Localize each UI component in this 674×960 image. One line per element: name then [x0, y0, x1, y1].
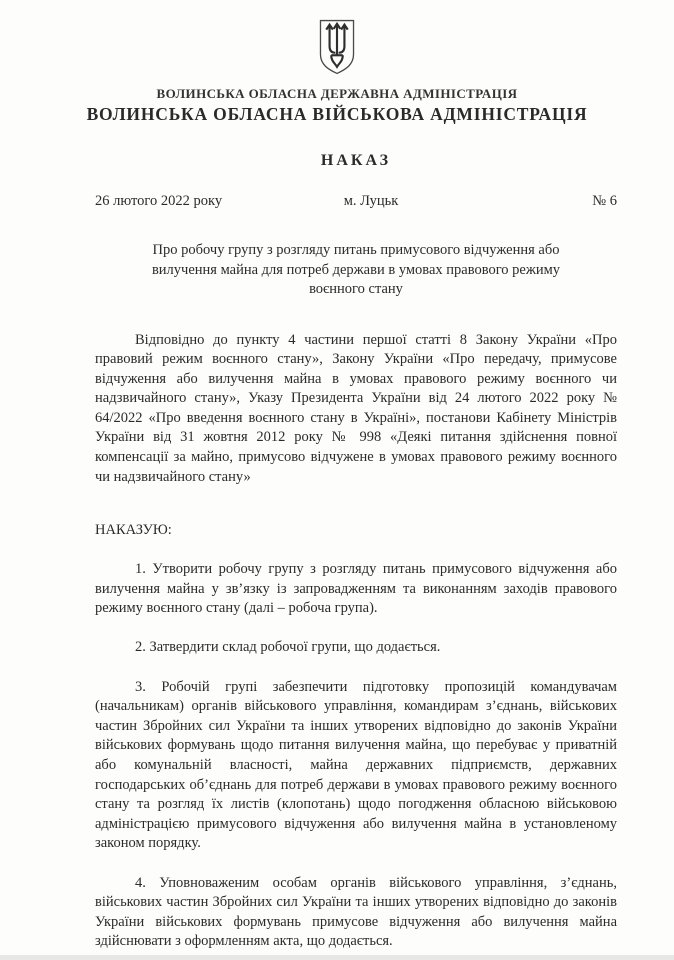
preamble-paragraph: Відповідно до пункту 4 частини першої статті 8 Закону України «Про правовий режим воєнного стану», Закону України «Про передачу, примусове відчуження або вилучення майна в умовах правового режиму воєнного чи надзвичайного стану», Указу Президента України від 24 лютого 2022 року № 64/2022 «Про введення воєнного стану в Україні», постанови Кабінету Міністрів України від 31 жовтня 2012 року № 998 «Деякі питання здійснення повної компенсації за майно, примусово відчужене в умовах правового режиму воєнного чи надзвичайного стану» [95, 331, 617, 485]
org-name-state-administration: ВОЛИНСЬКА ОБЛАСНА ДЕРЖАВНА АДМІНІСТРАЦІЯ [156, 86, 518, 101]
document-meta-row [95, 193, 617, 210]
scan-bottom-edge [0, 955, 674, 960]
order-item-3: 3. Робочій групі забезпечити підготовку пропозицій командувачам (начальникам) органів військового управління, командирам з’єднань, військових частин Збройних сил України та інших утворених відповідно до законів України військових формувань щодо питання вилучення майна, що перебуває у приватній або комунальній власності, майна державних підприємств, державних господарських об’єднань для потреб держави в умовах правового режиму воєнного стану та розгляд їх листів (клопотань) щодо погодження обласною військовою адміністрацією примусового відчуження або вилучення майна в установленому законом порядку. [95, 678, 617, 852]
document-date: 26 лютого 2022 року [95, 193, 223, 209]
order-item-1: 1. Утворити робочу групу з розгляду питань примусового відчуження або вилучення майна у зв’язку із запровадженням та виконанням заходів правового режиму воєнного стану (далі – робоча група). [95, 561, 617, 617]
document-type-title: НАКАЗ [320, 152, 392, 169]
document-body [0, 152, 674, 952]
order-heading: НАКАЗУЮ: [95, 521, 172, 538]
org-name-military-administration: ВОЛИНСЬКА ОБЛАСНА ВІЙСЬКОВА АДМІНІСТРАЦІЯ [86, 104, 588, 124]
ukraine-trident-emblem-icon [318, 18, 356, 76]
order-item-2: 2. Затвердити склад робочої групи, що додається. [135, 639, 441, 656]
document-number: № 6 [592, 193, 618, 209]
document-subject: Про робочу групу з розгляду питань примусового відчуження або вилучення майна для потреб держави в умовах правового режиму воєнного стану [151, 242, 561, 297]
order-item-4: 4. Уповноваженим особам органів військового управління, з’єднань, військових частин Збройних сил України та інших утворених відповідно до законів України військових формувань примусове відчуження або вилучення майна здійснювати з оформленням акта, що додається. [95, 874, 617, 950]
document-place: м. Луцьк [343, 193, 399, 209]
